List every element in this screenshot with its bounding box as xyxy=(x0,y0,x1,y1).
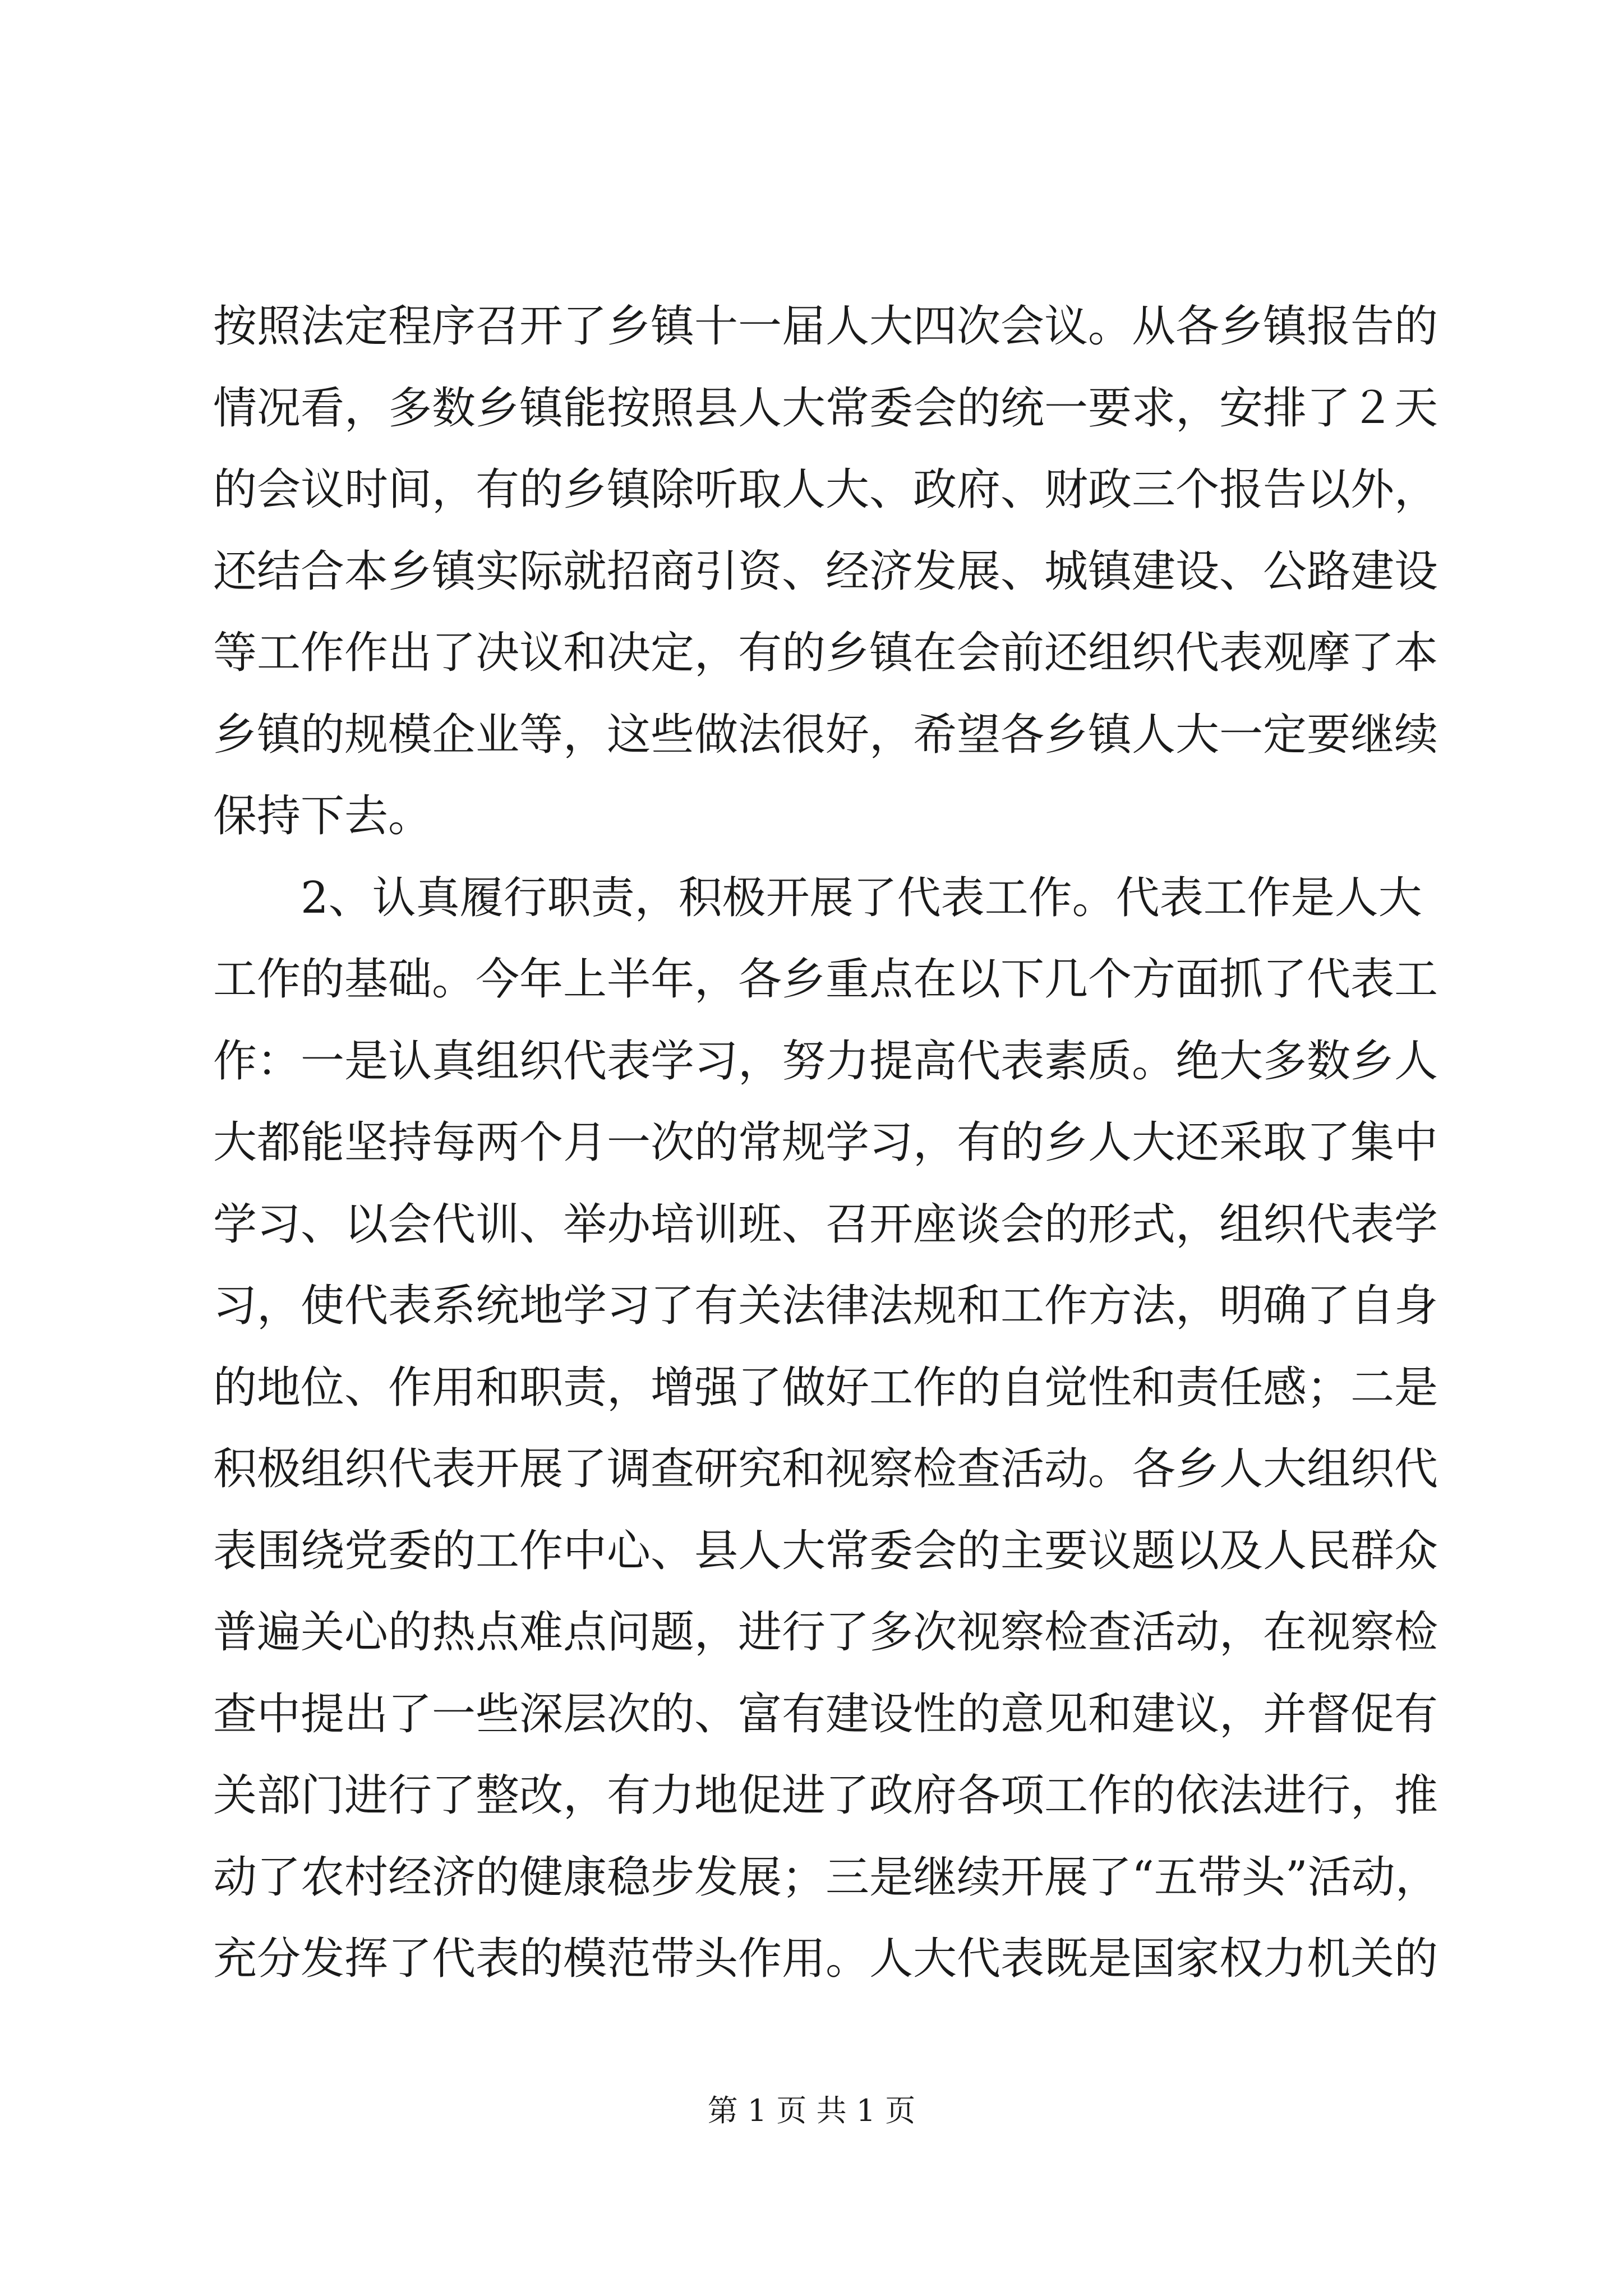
text-line: 还结合本乡镇实际就招商引资、经济发展、城镇建设、公路建设 xyxy=(213,546,1438,597)
text-line: 学习、以会代训、举办培训班、召开座谈会的形式，组织代表学 xyxy=(213,1199,1438,1250)
text-line: 工作的基础。今年上半年，各乡重点在以下几个方面抓了代表工 xyxy=(213,954,1438,1005)
text-line: 动了农村经济的健康稳步发展；三是继续开展了“五带头”活动， xyxy=(213,1852,1439,1903)
text-line: 查中提出了一些深层次的、富有建设性的意见和建议，并督促有 xyxy=(213,1688,1438,1740)
text-line: 保持下去。 xyxy=(213,791,432,841)
page-footer xyxy=(0,2087,1623,2130)
text-line: 积极组织代表开展了调查研究和视察检查活动。各乡人大组织代 xyxy=(213,1444,1438,1494)
paragraph-2 xyxy=(213,858,1439,2000)
text-line: 普遍关心的热点难点问题，进行了多次视察检查活动，在视察检 xyxy=(213,1607,1438,1658)
text-line: 习，使代表系统地学习了有关法律法规和工作方法，明确了自身 xyxy=(213,1281,1438,1331)
text-line: 的会议时间，有的乡镇除听取人大、政府、财政三个报告以外， xyxy=(213,464,1438,515)
text-line: 的地位、作用和职责，增强了做好工作的自觉性和责任感；二是 xyxy=(213,1362,1438,1413)
page-number: 第 1 页 共 1 页 xyxy=(707,2093,916,2128)
text-line: 情况看，多数乡镇能按照县人大常委会的统一要求，安排了２天 xyxy=(213,383,1438,434)
text-line: 表围绕党委的工作中心、县人大常委会的主要议题以及人民群众 xyxy=(213,1525,1438,1576)
text-line: 按照法定程序召开了乡镇十一届人大四次会议。从各乡镇报告的 xyxy=(213,301,1438,352)
text-line: 大都能坚持每两个月一次的常规学习，有的乡人大还采取了集中 xyxy=(213,1117,1438,1168)
text-line: 2、认真履行职责，积极开展了代表工作。代表工作是人大 xyxy=(301,872,1422,923)
document-body xyxy=(213,286,1439,2000)
text-line: 作：一是认真组织代表学习，努力提高代表素质。绝大多数乡人 xyxy=(213,1036,1438,1087)
text-line: 充分发挥了代表的模范带头作用。人大代表既是国家权力机关的 xyxy=(213,1934,1438,1984)
text-line: 等工作作出了决议和决定，有的乡镇在会前还组织代表观摩了本 xyxy=(213,628,1438,678)
text-line: 关部门进行了整改，有力地促进了政府各项工作的依法进行，推 xyxy=(213,1770,1438,1821)
text-line: 乡镇的规模企业等，这些做法很好，希望各乡镇人大一定要继续 xyxy=(213,709,1438,760)
paragraph-1 xyxy=(213,286,1438,858)
